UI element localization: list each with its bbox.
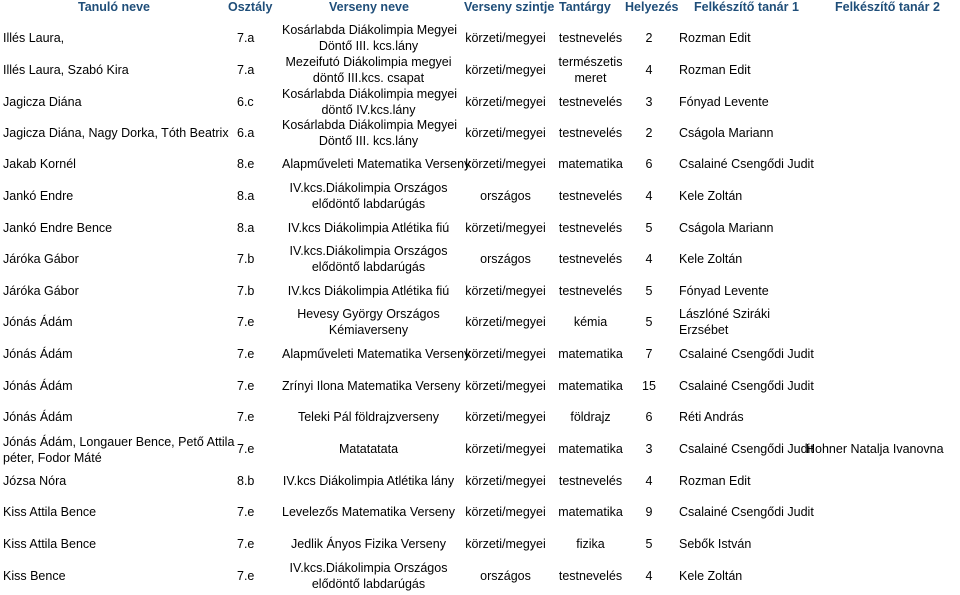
competition-line: Kémiaverseny [328, 323, 409, 337]
place-cell: 5 [645, 221, 653, 235]
subject-cell: testnevelés [558, 126, 623, 140]
competition-line: Hevesy György Országos [297, 307, 440, 321]
student-name: Illés Laura, [3, 31, 65, 45]
subject-cell: földrajz [570, 410, 611, 424]
subject-cell: testnevelés [558, 95, 623, 109]
header-student: Tanuló neve [78, 0, 151, 14]
competition-name: Matatatata [338, 442, 399, 456]
student-name: Jagicza Diána, Nagy Dorka, Tóth Beatrix [3, 126, 229, 140]
competition-level: körzeti/megyei [465, 505, 546, 519]
place-cell: 4 [645, 474, 653, 488]
competition-name: Teleki Pál földrajzverseny [297, 410, 440, 424]
teacher1-cell: Csalainé Csengődi Judit [679, 157, 814, 171]
student-name: Józsa Nóra [3, 474, 67, 488]
student-name: Jagicza Diána [3, 95, 82, 109]
student-name: Kiss Attila Bence [3, 537, 97, 551]
competition-line: elődöntő labdarúgás [311, 260, 426, 274]
competition-line: döntő IV.kcs.lány [321, 103, 416, 117]
header-subject: Tantárgy [559, 0, 611, 14]
place-cell: 5 [645, 284, 653, 298]
student-name: Kiss Attila Bence [3, 505, 97, 519]
class-cell: 8.e [237, 157, 255, 171]
competition-level: körzeti/megyei [465, 537, 546, 551]
class-cell: 7.b [237, 284, 255, 298]
competition-level: körzeti/megyei [465, 474, 546, 488]
teacher1-cell: Kele Zoltán [679, 252, 743, 266]
student-name: Jónás Ádám [3, 315, 73, 329]
place-cell: 2 [645, 31, 653, 45]
teacher1-cell: Rozman Edit [679, 474, 751, 488]
competition-line: IV.kcs.Diákolimpia Országos [289, 561, 448, 575]
subject-cell: testnevelés [558, 189, 623, 203]
teacher1-cell: Réti András [679, 410, 744, 424]
teacher1-cell: Cságola Mariann [679, 221, 774, 235]
competition-level: körzeti/megyei [465, 379, 546, 393]
subject-cell: kémia [573, 315, 608, 329]
place-cell: 4 [645, 252, 653, 266]
student-name: Jónás Ádám [3, 347, 73, 361]
competition-level: körzeti/megyei [465, 221, 546, 235]
teacher1-cell: Cságola Mariann [679, 126, 774, 140]
subject-cell: matematika [558, 379, 623, 393]
header-competition: Verseny neve [329, 0, 409, 14]
competition-line: Döntő III. kcs.lány [318, 39, 419, 53]
teacher1-line: Erzsébet [679, 323, 729, 337]
header-place: Helyezés [625, 0, 679, 14]
place-cell: 4 [645, 189, 653, 203]
class-cell: 7.e [237, 410, 255, 424]
student-name: Kiss Bence [3, 569, 66, 583]
competition-line: Kosárlabda Diákolimpia Megyei [282, 118, 458, 132]
teacher1-cell: Csalainé Csengődi Judit [679, 347, 814, 361]
competition-level: körzeti/megyei [465, 63, 546, 77]
place-cell: 2 [645, 126, 653, 140]
class-cell: 8.a [237, 189, 255, 203]
class-cell: 8.b [237, 474, 255, 488]
student-name: Járóka Gábor [3, 284, 79, 298]
competition-level: körzeti/megyei [465, 284, 546, 298]
student-name: Jónás Ádám, Longauer Bence, Pető Attila [3, 435, 235, 449]
place-cell: 7 [645, 347, 653, 361]
competition-level: körzeti/megyei [465, 31, 546, 45]
teacher1-cell: Fónyad Levente [679, 95, 769, 109]
student-name: Jónás Ádám [3, 410, 73, 424]
student-name: Jakab Kornél [3, 157, 76, 171]
subject-cell: testnevelés [558, 284, 623, 298]
class-cell: 7.e [237, 379, 255, 393]
competition-level: körzeti/megyei [465, 347, 546, 361]
competition-level: országos [480, 189, 531, 203]
subject-line: meret [574, 71, 607, 85]
competition-level: körzeti/megyei [465, 442, 546, 456]
teacher1-cell: Kele Zoltán [679, 189, 743, 203]
student-name: Jankó Endre Bence [3, 221, 113, 235]
place-cell: 5 [645, 537, 653, 551]
table-header [0, 0, 960, 16]
student-name: Jónás Ádám [3, 379, 73, 393]
competition-level: körzeti/megyei [465, 157, 546, 171]
teacher1-cell: Csalainé Csengődi Judit [679, 505, 814, 519]
student-name: Jankó Endre [3, 189, 74, 203]
class-cell: 7.e [237, 569, 255, 583]
subject-line: természetis [558, 55, 623, 69]
class-cell: 7.e [237, 347, 255, 361]
competition-name: Zrínyi Ilona Matematika Verseny [282, 379, 461, 393]
competition-level: körzeti/megyei [465, 315, 546, 329]
competition-level: körzeti/megyei [465, 410, 546, 424]
place-cell: 6 [645, 157, 653, 171]
subject-cell: testnevelés [558, 252, 623, 266]
header-teacher1: Felkészítő tanár 1 [694, 0, 799, 14]
competition-level: körzeti/megyei [465, 95, 546, 109]
competition-line: Kosárlabda Diákolimpia megyei [282, 87, 458, 101]
place-cell: 5 [645, 315, 653, 329]
competition-level: országos [480, 252, 531, 266]
competition-name: Levelezős Matematika Verseny [282, 505, 456, 519]
subject-cell: testnevelés [558, 31, 623, 45]
competition-name: Alapműveleti Matematika Verseny [282, 157, 471, 171]
subject-cell: fizika [576, 537, 605, 551]
competition-name: Alapműveleti Matematika Verseny [282, 347, 471, 361]
class-cell: 7.e [237, 537, 255, 551]
competition-line: IV.kcs.Diákolimpia Országos [289, 181, 448, 195]
subject-cell: testnevelés [558, 221, 623, 235]
place-cell: 3 [645, 442, 653, 456]
competition-name: IV.kcs Diákolimpia Atlétika fiú [287, 284, 450, 298]
class-cell: 7.e [237, 442, 255, 456]
teacher1-cell: Rozman Edit [679, 63, 751, 77]
class-cell: 6.c [237, 95, 254, 109]
teacher1-cell: Rozman Edit [679, 31, 751, 45]
competition-name: IV.kcs Diákolimpia Atlétika lány [282, 474, 455, 488]
teacher1-cell: Kele Zoltán [679, 569, 743, 583]
competition-line: Kosárlabda Diákolimpia Megyei [282, 23, 458, 37]
student-name: péter, Fodor Máté [3, 451, 102, 465]
place-cell: 9 [645, 505, 653, 519]
class-cell: 7.a [237, 31, 255, 45]
subject-cell: testnevelés [558, 569, 623, 583]
place-cell: 15 [642, 379, 656, 393]
class-cell: 7.e [237, 315, 255, 329]
competition-level: országos [480, 569, 531, 583]
teacher1-line: Lászlóné Sziráki [679, 307, 771, 321]
class-cell: 7.e [237, 505, 255, 519]
header-level: Verseny szintje [464, 0, 555, 14]
competition-line: elődöntő labdarúgás [311, 577, 426, 591]
header-teacher2: Felkészítő tanár 2 [835, 0, 940, 14]
subject-cell: matematika [558, 157, 623, 171]
competition-name: IV.kcs Diákolimpia Atlétika fiú [287, 221, 450, 235]
place-cell: 3 [645, 95, 653, 109]
teacher1-cell: Fónyad Levente [679, 284, 769, 298]
place-cell: 4 [645, 569, 653, 583]
class-cell: 7.a [237, 63, 255, 77]
subject-cell: matematika [558, 347, 623, 361]
teacher1-cell: Csalainé Csengődi Judit [679, 442, 814, 456]
competition-level: körzeti/megyei [465, 126, 546, 140]
teacher2-cell: Hohner Natalja Ivanovna [806, 442, 944, 456]
student-name: Illés Laura, Szabó Kira [3, 63, 129, 77]
subject-cell: matematika [558, 442, 623, 456]
competition-line: döntő III.kcs. csapat [312, 71, 425, 85]
competition-line: Mezeifutó Diákolimpia megyei [285, 55, 452, 69]
class-cell: 6.a [237, 126, 255, 140]
competition-name: Jedlik Ányos Fizika Verseny [291, 537, 446, 551]
student-name: Járóka Gábor [3, 252, 79, 266]
class-cell: 7.b [237, 252, 255, 266]
class-cell: 8.a [237, 221, 255, 235]
subject-cell: testnevelés [558, 474, 623, 488]
subject-cell: matematika [558, 505, 623, 519]
teacher1-cell: Sebők István [679, 537, 752, 551]
competition-line: IV.kcs.Diákolimpia Országos [289, 244, 448, 258]
header-class: Osztály [228, 0, 273, 14]
place-cell: 6 [645, 410, 653, 424]
competition-line: Döntő III. kcs.lány [318, 134, 419, 148]
competition-line: elődöntő labdarúgás [311, 197, 426, 211]
place-cell: 4 [645, 63, 653, 77]
teacher1-cell: Csalainé Csengődi Judit [679, 379, 814, 393]
